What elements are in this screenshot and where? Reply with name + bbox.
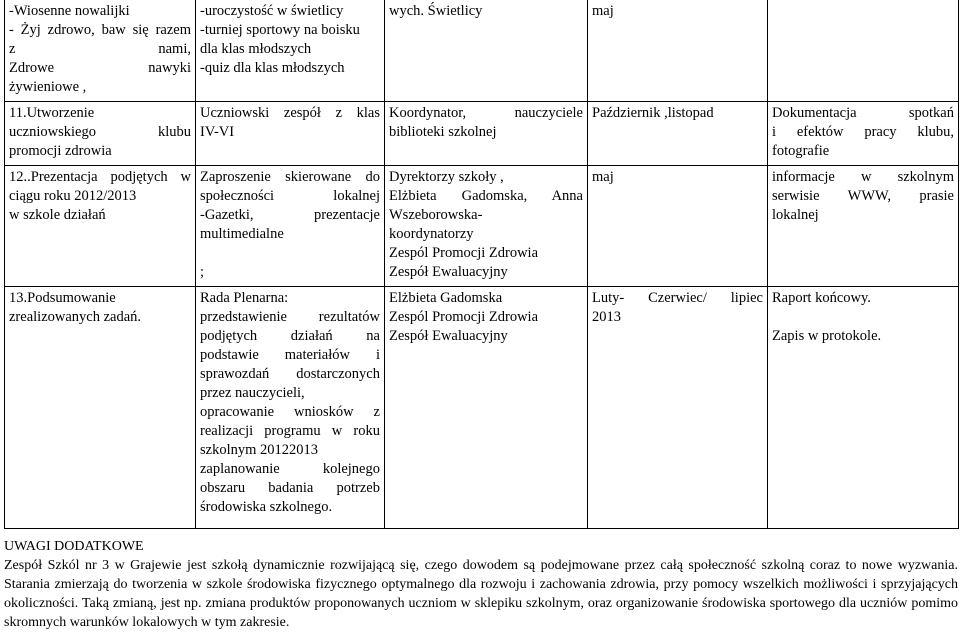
evaluation-cell	[768, 0, 959, 102]
notes-text: Zespół Szkól nr 3 w Grajewie jest szkołą dynamicznie rozwijającą się, czego dowodem są podejmowane przez całą społeczność szkolną coraz to nowe wyzwania. Starania zmierzają do tworzenia w szkole środowiska fizycznego optymalnego dla rozwoju i zachowania zdrowia, przy pomocy wszelkich możliwości i sprzyjających okoliczności. Taką zmianą, jest np. zmiana produktów proponowanych uczniom w sklepiku szkolnym, oraz organizowanie środowiska sportowego dla uczniów pomimo skromnych warunków lokalowych w tym zakresie.	[4, 558, 958, 630]
responsible-cell	[385, 166, 588, 287]
deadline-cell	[588, 166, 768, 287]
cell-line: uczniowskiego klubu	[9, 124, 191, 140]
cell-line: Luty- Czerwiec/ lipiec	[592, 290, 763, 306]
responsible-cell	[385, 287, 588, 529]
cell-line: -quiz dla klas młodszych	[200, 60, 345, 76]
cell-line: Raport końcowy.	[772, 290, 871, 306]
cell-line: Zespół Ewaluacyjny	[389, 328, 508, 344]
cell-line: Elżbieta Gadomska, Anna	[389, 188, 583, 204]
form-cell	[196, 102, 385, 166]
cell-line: dla klas młodszych	[200, 41, 312, 57]
cell-line: -Gazetki, prezentacje	[200, 207, 380, 223]
cell-line: opracowanie wniosków z	[200, 404, 380, 420]
cell-line: sprawozdań dostarczonych	[200, 366, 380, 382]
cell-line: fotografie	[772, 143, 830, 159]
cell-line: w szkole działań	[9, 207, 106, 223]
cell-line: podjętych działań na	[200, 328, 380, 344]
cell-line: szkolnym 20122013	[200, 442, 319, 458]
cell-line: maj	[592, 169, 614, 185]
responsible-cell	[385, 0, 588, 102]
cell-line: 11.Utworzenie	[9, 105, 95, 121]
table-row	[5, 0, 959, 102]
task-cell	[5, 0, 196, 102]
task-cell	[5, 166, 196, 287]
cell-line: - Żyj zdrowo, baw się razem	[9, 22, 191, 38]
cell-line: zrealizowanych zadań.	[9, 309, 142, 325]
cell-line: lokalnej	[772, 207, 819, 223]
cell-line: Dokumentacja spotkań	[772, 105, 954, 121]
cell-line: informacje w szkolnym	[772, 169, 954, 185]
cell-line: multimedialne	[200, 226, 284, 242]
task-cell	[5, 287, 196, 529]
responsible-cell	[385, 102, 588, 166]
evaluation-cell	[768, 166, 959, 287]
cell-line: ciągu roku 2012/2013	[9, 188, 137, 204]
cell-line: przedstawienie rezultatów	[200, 309, 380, 325]
cell-line: serwisie WWW, prasie	[772, 188, 954, 204]
cell-line: i efektów pracy klubu,	[772, 124, 954, 140]
task-cell	[5, 102, 196, 166]
cell-line: Zdrowe nawyki	[9, 60, 191, 76]
cell-line: podstawie materiałów i	[200, 347, 380, 363]
cell-line: z nami,	[9, 41, 191, 57]
cell-line: żywieniowe ,	[9, 79, 87, 95]
form-cell	[196, 287, 385, 529]
form-cell	[196, 0, 385, 102]
cell-line: IV-VI	[200, 124, 235, 140]
cell-line: -turniej sportowy na boisku	[200, 22, 360, 38]
cell-line: Zaproszenie skierowane do	[200, 169, 380, 185]
cell-line: 2013	[592, 309, 621, 325]
deadline-cell	[588, 287, 768, 529]
cell-line: Dyrektorzy szkoły ,	[389, 169, 504, 185]
cell-line: Uczniowski zespół z klas	[200, 105, 380, 121]
table-row	[5, 102, 959, 166]
cell-line: promocji zdrowia	[9, 143, 112, 159]
cell-line: maj	[592, 3, 614, 19]
cell-line: Zespół Ewaluacyjny	[389, 264, 508, 280]
cell-line: -uroczystość w świetlicy	[200, 3, 344, 19]
additional-notes	[4, 537, 958, 632]
cell-line: ;	[200, 264, 205, 280]
cell-line: Październik ,listopad	[592, 105, 714, 121]
cell-line: -Wiosenne nowalijki	[9, 3, 130, 19]
cell-line: Koordynator, nauczyciele	[389, 105, 583, 121]
cell-line: 13.Podsumowanie	[9, 290, 116, 306]
cell-line: Zespól Promocji Zdrowia	[389, 309, 539, 325]
cell-line	[200, 244, 380, 263]
cell-line: społeczności lokalnej	[200, 188, 380, 204]
cell-line: obszaru badania potrzeb	[200, 480, 380, 496]
cell-line: biblioteki szkolnej	[389, 124, 497, 140]
cell-line: realizacji programu w roku	[200, 423, 380, 439]
cell-line: 12..Prezentacja podjętych w	[9, 169, 191, 185]
evaluation-cell	[768, 287, 959, 529]
table-row	[5, 287, 959, 529]
notes-heading: UWAGI DODATKOWE	[4, 539, 144, 554]
form-cell	[196, 166, 385, 287]
cell-line: koordynatorzy	[389, 226, 474, 242]
cell-line: wych. Świetlicy	[389, 3, 483, 19]
cell-line: środowiska szkolnego.	[200, 499, 333, 515]
cell-line: Zapis w protokole.	[772, 328, 882, 344]
action-plan-table	[4, 0, 959, 529]
evaluation-cell	[768, 102, 959, 166]
cell-line: Elżbieta Gadomska	[389, 290, 503, 306]
deadline-cell	[588, 102, 768, 166]
table-row	[5, 166, 959, 287]
deadline-cell	[588, 0, 768, 102]
cell-line: Wszeborowska-	[389, 207, 483, 223]
cell-line: Rada Plenarna:	[200, 290, 289, 306]
cell-line: przez nauczycieli,	[200, 385, 305, 401]
cell-line: Zespól Promocji Zdrowia	[389, 245, 539, 261]
cell-line: zaplanowanie kolejnego	[200, 461, 380, 477]
cell-line	[772, 308, 954, 327]
